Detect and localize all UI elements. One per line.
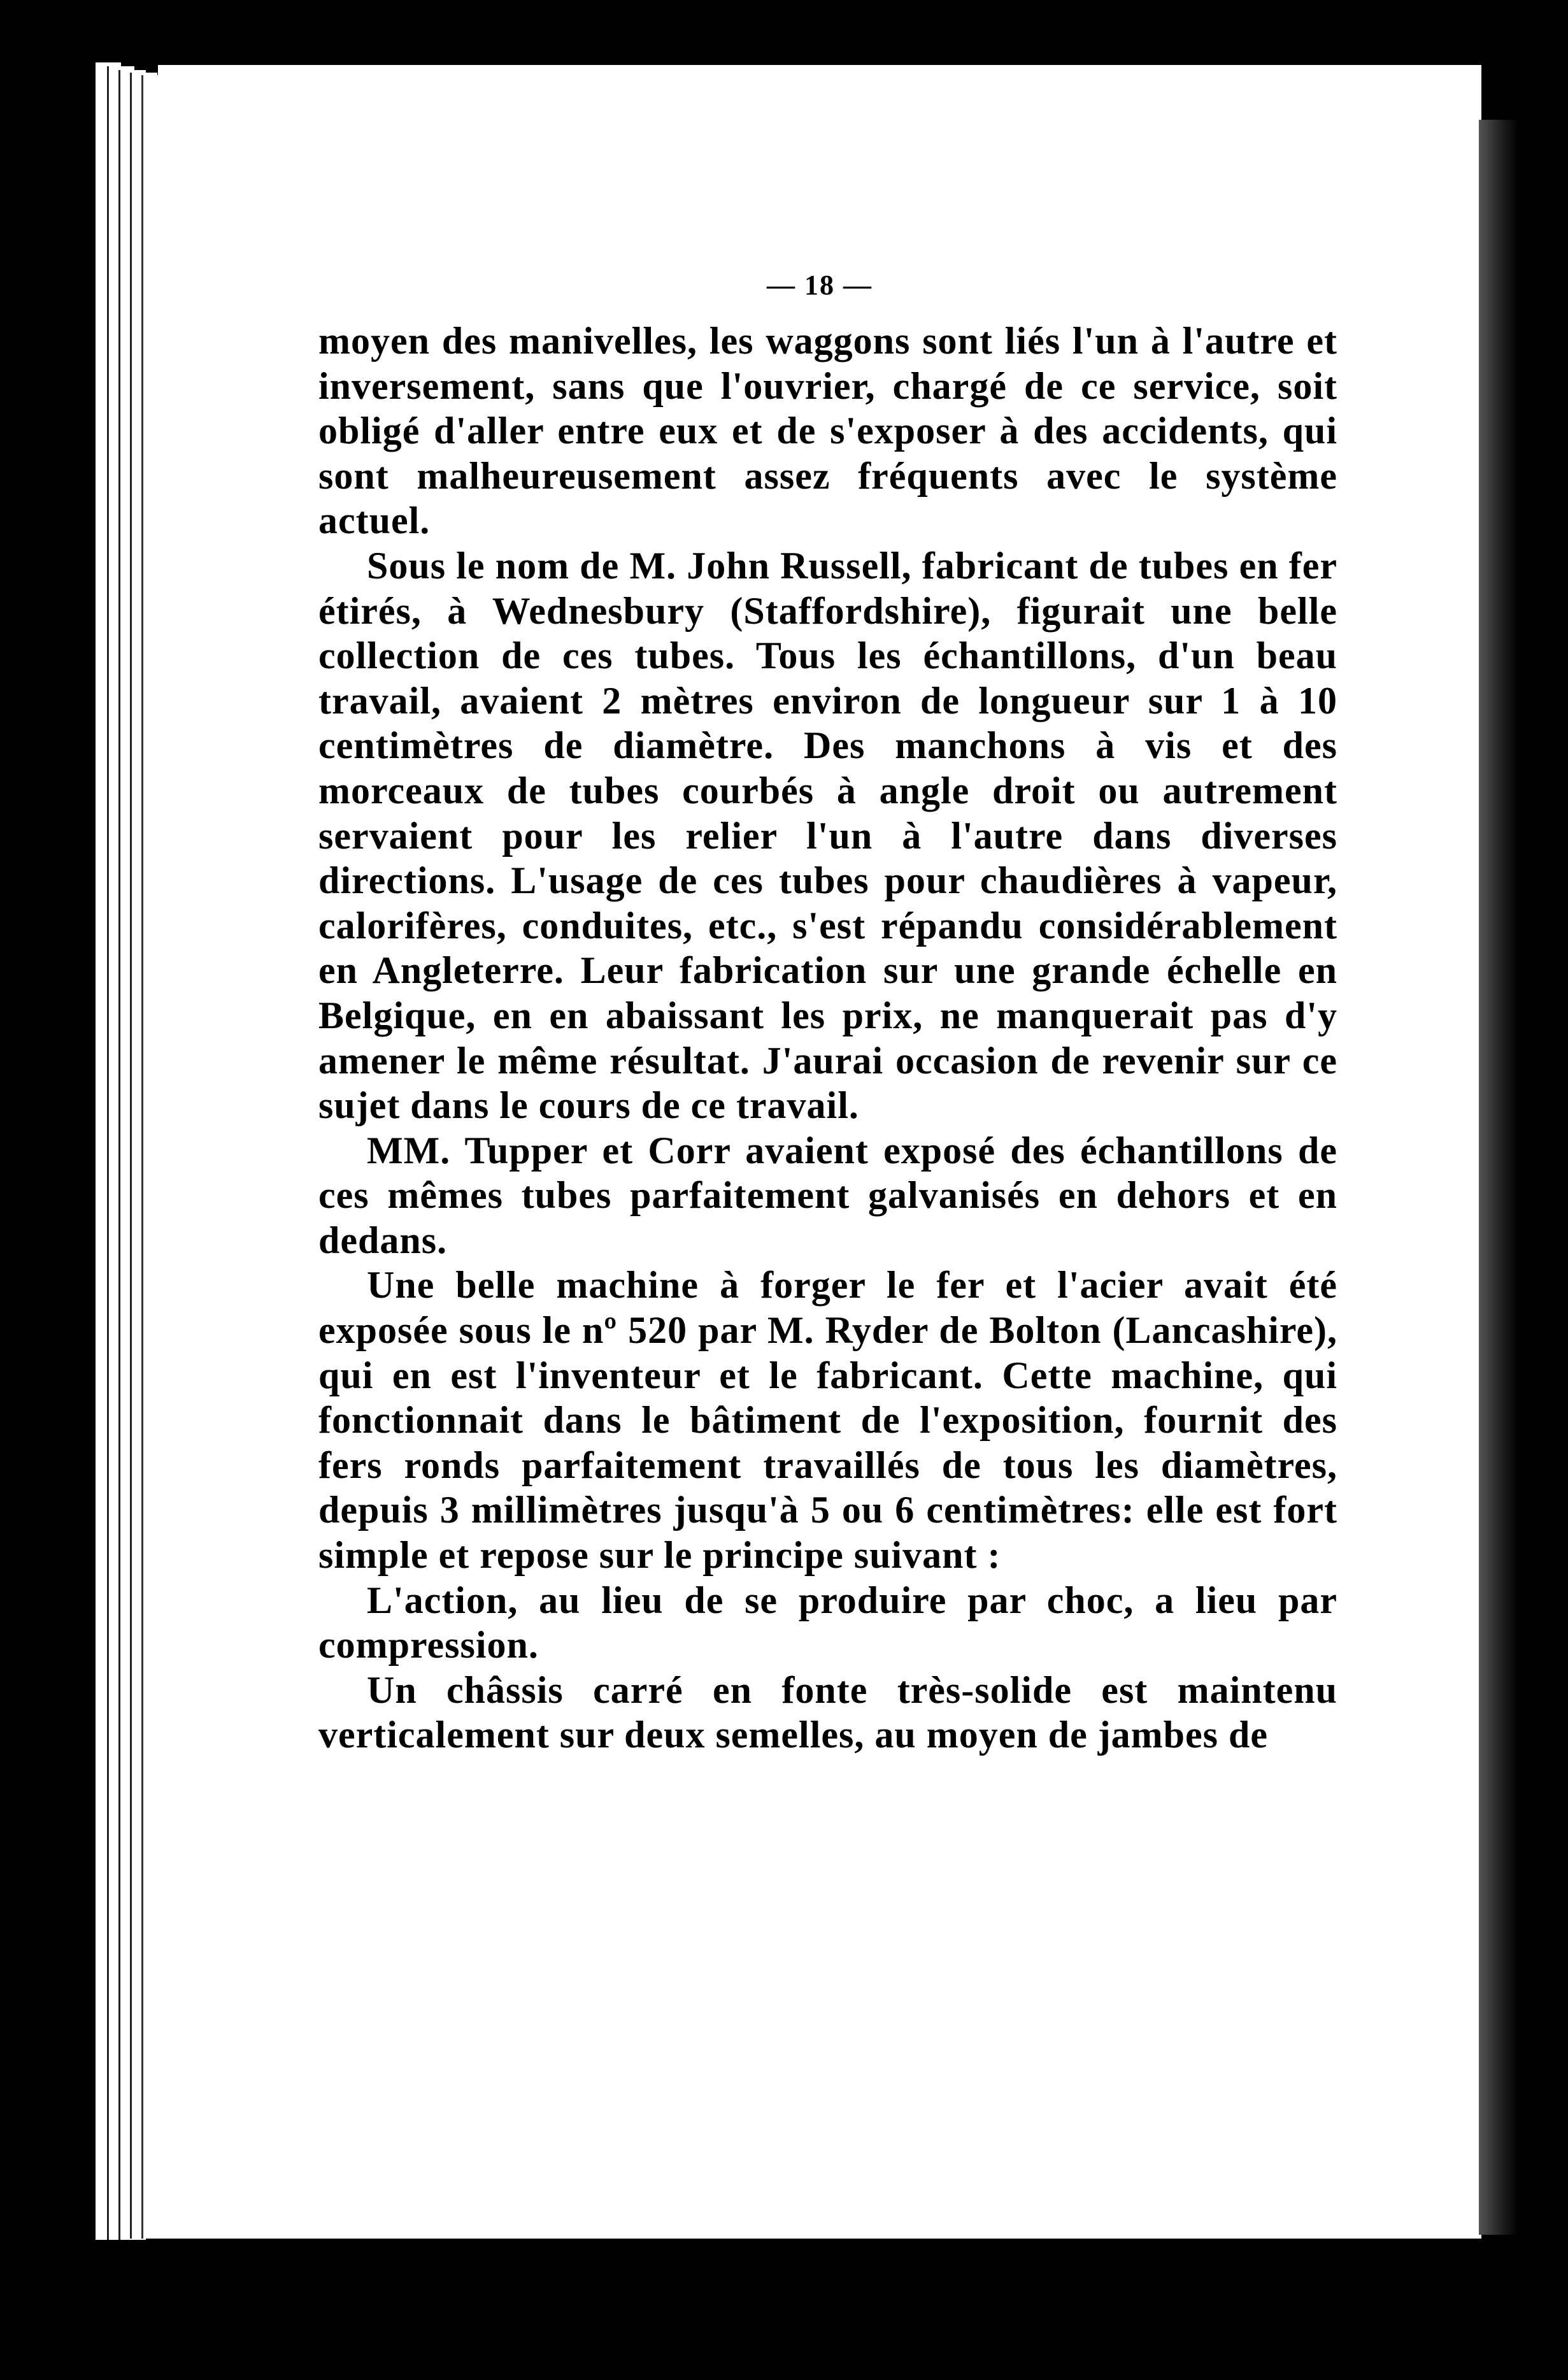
paragraph: Sous le nom de M. John Russell, fabricant de tubes en fer étirés, à Wednesbury (Staffordshire), figurait une belle collection de ces tubes. Tous les échantillons, d'un beau travail, avaient 2 mètres environ de longueur sur 1 à 10 centimètres de diamètre. Des manchons à vis et des morceaux de tubes courbés à angle droit ou autrement servaient pour les relier l'un à l'autre dans diverses directions. L'usage de ces tubes pour chaudières à vapeur, calorifères, conduites, etc., s'est répandu considérablement en Angleterre. Leur fabrication sur une grande échelle en Belgique, en en abaissant les prix, ne manquerait pas d'y amener le même résultat. J'aurai occasion de revenir sur ce sujet dans le cours de ce travail. <box>318 544 1337 1127</box>
paragraph: moyen des manivelles, les waggons sont liés l'un à l'autre et inversement, sans que l'ouvrier, chargé de ce service, soit obligé d'aller entre eux et de s'exposer à des accidents, qui sont malheureusement assez fréquents avec le système actuel. <box>318 320 1337 542</box>
body-text <box>318 319 1337 1758</box>
paragraph: Une belle machine à forger le fer et l'acier avait été exposée sous le nº 520 par M. Ryder de Bolton (Lancashire), qui en est l'inventeur et le fabricant. Cette machine, qui fonctionnait dans le bâtiment de l'exposition, fournit des fers ronds parfaitement travaillés de tous les diamètres, depuis 3 millimètres jusqu'à 5 ou 6 centimètres: elle est fort simple et repose sur le principe suivant : <box>318 1264 1337 1577</box>
paragraph: Un châssis carré en fonte très-solide est maintenu verticalement sur deux semelles, au moyen de jambes de <box>318 1668 1337 1756</box>
paragraph: MM. Tupper et Corr avaient exposé des échantillons de ces mêmes tubes parfaitement galvanisés en dehors et en dedans. <box>318 1129 1337 1261</box>
page-shadow <box>1479 120 1518 2235</box>
page-number: — 18 — <box>767 269 873 301</box>
paragraph: L'action, au lieu de se produire par choc, a lieu par compression. <box>318 1579 1337 1667</box>
